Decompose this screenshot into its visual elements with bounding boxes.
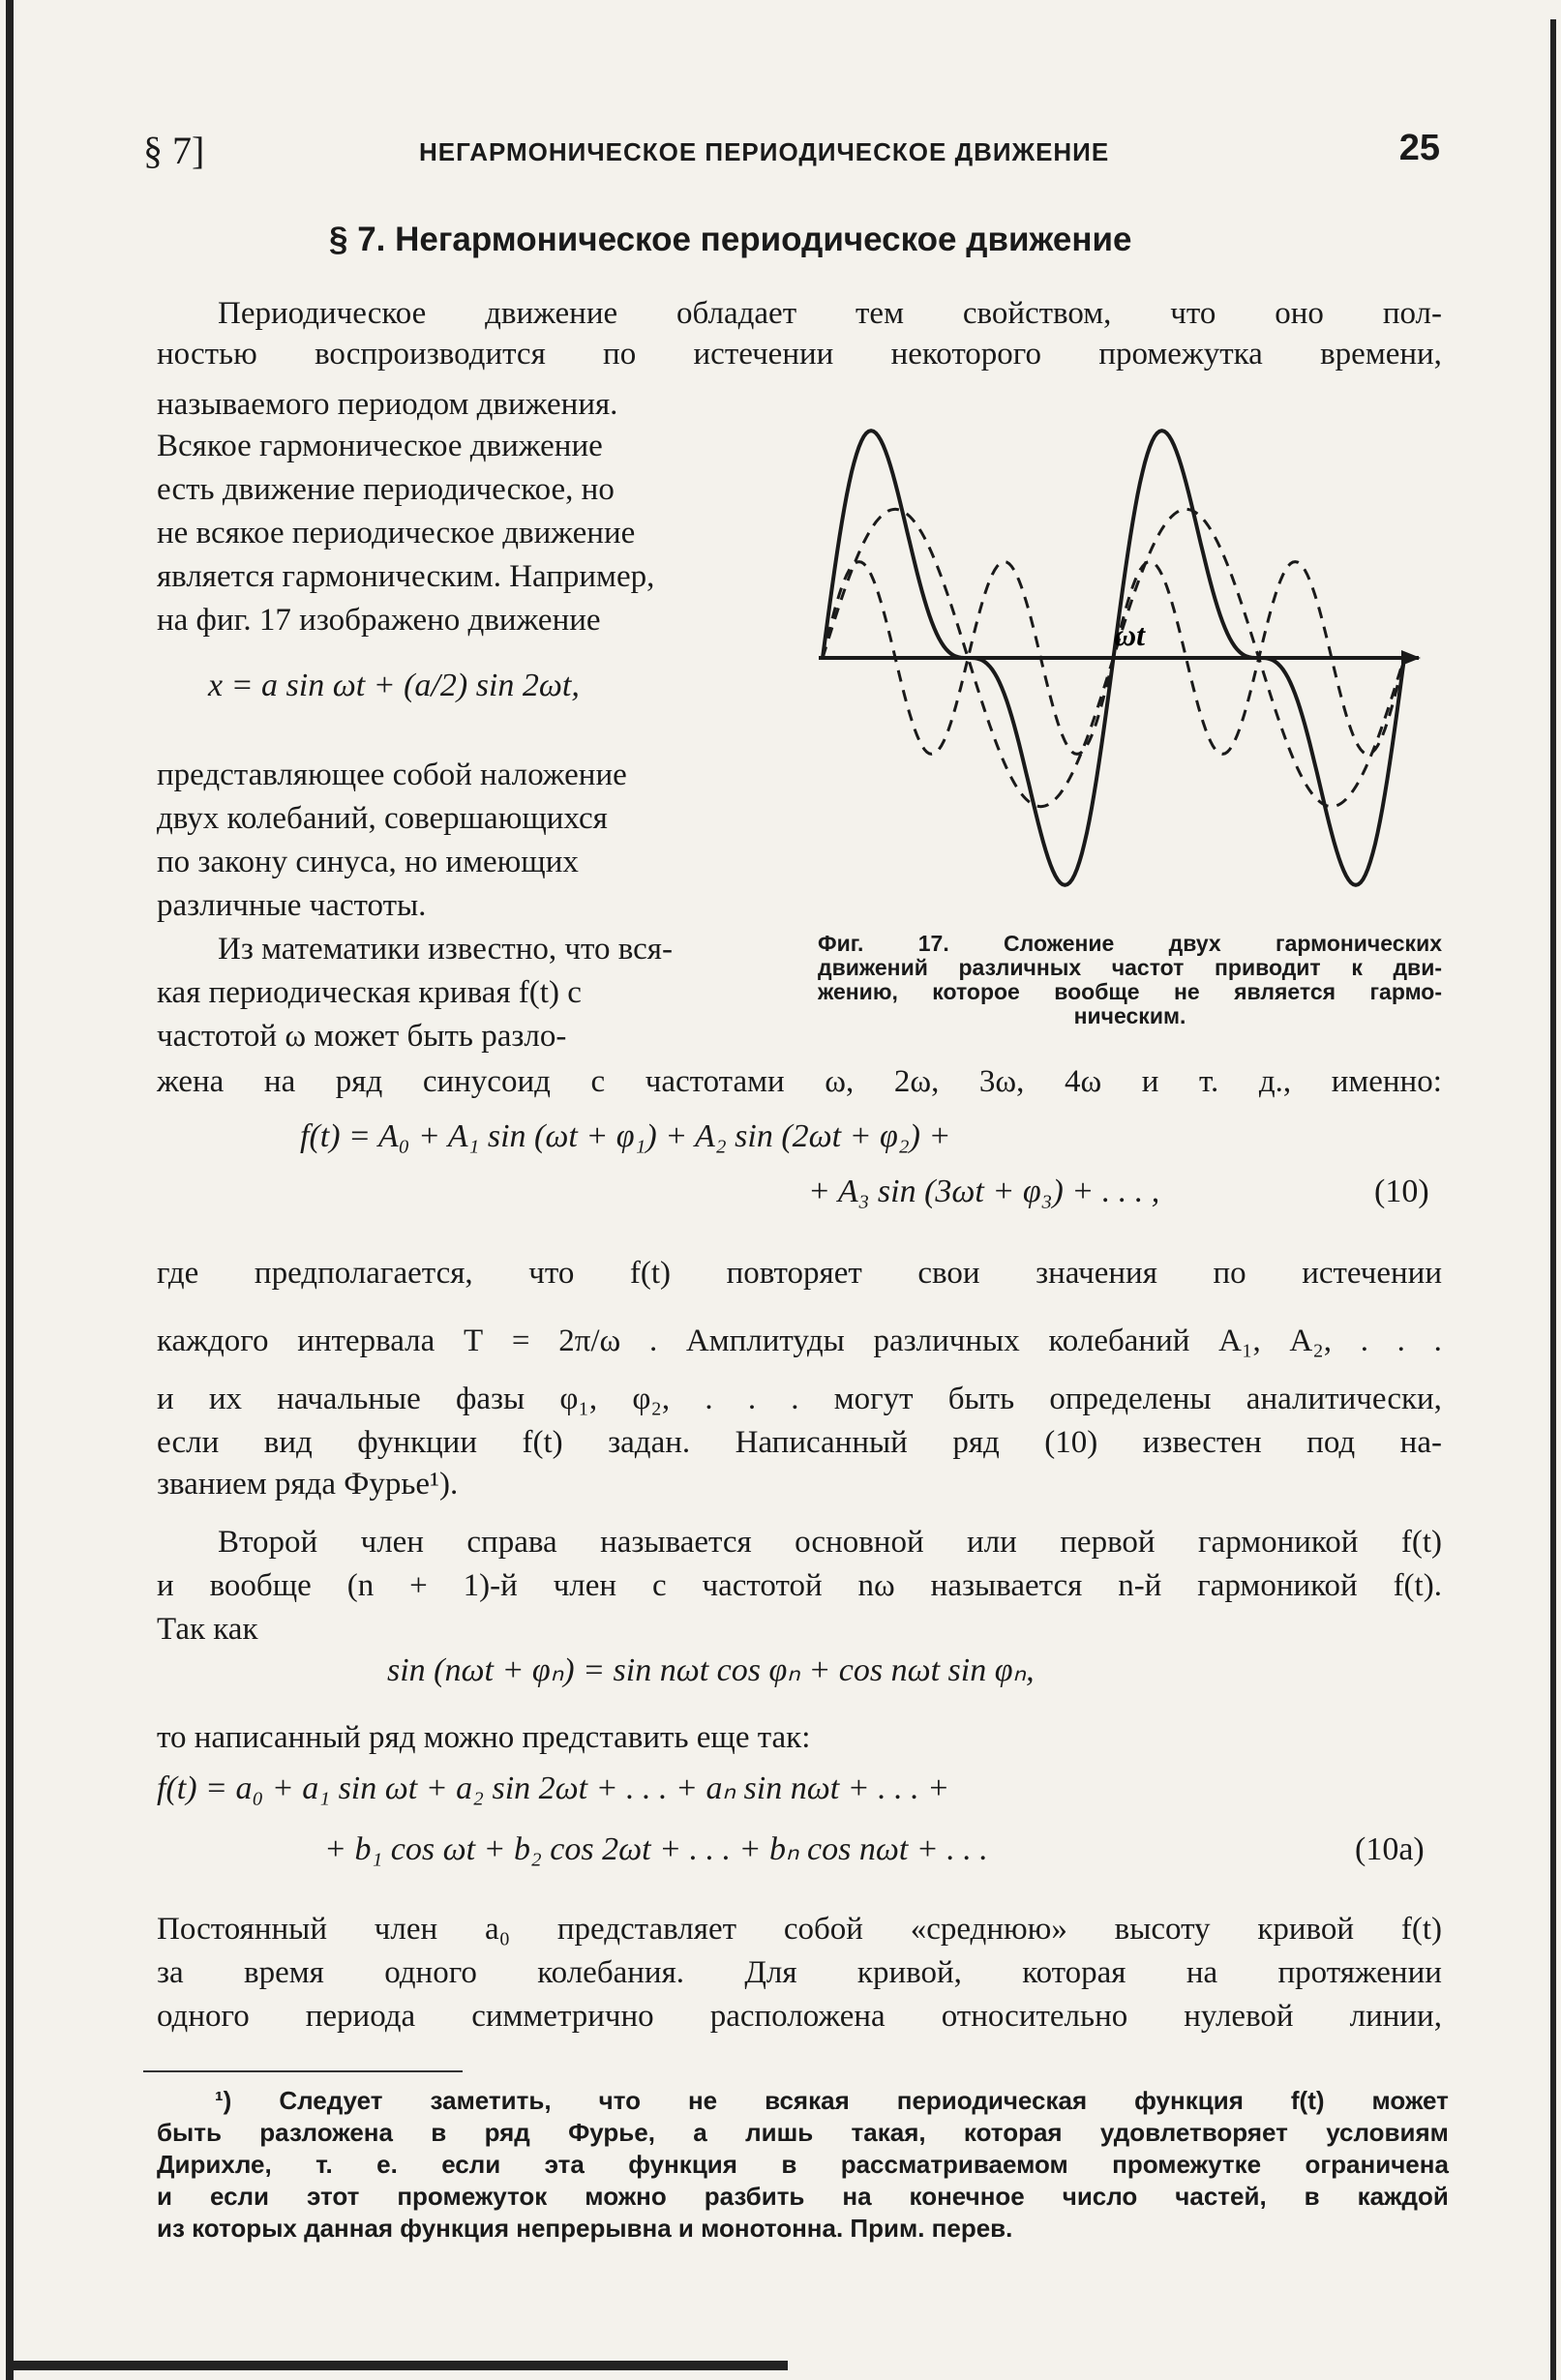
- word: представляет: [556, 1912, 737, 1947]
- word: и: [157, 2182, 172, 2211]
- word: 2ω,: [893, 1064, 940, 1099]
- word: на: [842, 2182, 872, 2211]
- text-line: [157, 1383, 1442, 1415]
- word: (n: [346, 1568, 375, 1603]
- text-line: Так как: [157, 1612, 258, 1647]
- text-line: является гармоническим. Например,: [157, 559, 655, 594]
- word: собой: [783, 1912, 863, 1947]
- text-line: называемого периодом движения.: [157, 387, 618, 422]
- text-line: [157, 1957, 1442, 1989]
- footnote-line: [157, 2120, 1449, 2145]
- word: на-: [1399, 1425, 1442, 1460]
- word: что: [598, 2086, 641, 2115]
- word: вообще: [209, 1568, 312, 1603]
- word: высоту: [1114, 1912, 1211, 1947]
- word: а: [693, 2118, 707, 2147]
- word: и: [157, 1382, 174, 1416]
- word: ряд: [484, 2118, 530, 2147]
- word: ряд: [335, 1064, 383, 1099]
- word: =: [511, 1324, 530, 1358]
- word: гармоникой: [1197, 1568, 1358, 1603]
- word: ностью: [157, 337, 257, 372]
- word: 1)-й: [463, 1568, 518, 1603]
- word: т.: [1199, 1064, 1219, 1099]
- word: f(t): [522, 1425, 563, 1460]
- text-line: Всякое гармоническое движение: [157, 429, 603, 463]
- word: если: [209, 2182, 270, 2211]
- equation-x: x = a sin ωt + (a/2) sin 2ωt,: [208, 668, 580, 703]
- section-heading: § 7. Негармоническое периодическое движение: [329, 221, 1132, 258]
- word: каждой: [1357, 2182, 1449, 2211]
- equation-10a-line2: + b₁ cos ωt + b₂ cos 2ωt + . . . + bₙ cos nωt + . . .: [324, 1831, 988, 1867]
- word: f(t): [1400, 1912, 1442, 1947]
- word: ω,: [825, 1064, 855, 1099]
- word: Написанный: [735, 1425, 908, 1460]
- footnote-line: из которых данная функция непрерывна и монотонна. Прим. перев.: [157, 2214, 1013, 2243]
- word: .: [705, 1382, 713, 1416]
- word: 4ω: [1064, 1064, 1102, 1099]
- word: быть: [157, 2118, 222, 2147]
- word: колебаний: [1048, 1324, 1190, 1358]
- word: частотой: [702, 1568, 823, 1603]
- word: с: [651, 1568, 667, 1603]
- word: е.: [376, 2150, 398, 2179]
- word: Постоянный: [157, 1912, 327, 1947]
- word: член: [360, 1525, 424, 1560]
- word: относительно: [941, 1999, 1128, 2034]
- equation-10-line1: f(t) = A₀ + A₁ sin (ωt + φ₁) + A₂ sin (2ωt + φ₂) +: [300, 1118, 951, 1154]
- text-line: [218, 298, 1442, 330]
- word: A₂,: [1289, 1324, 1332, 1358]
- word: времени,: [1320, 337, 1442, 372]
- word: промежуток: [397, 2182, 548, 2211]
- footnote-line: [157, 2152, 1449, 2177]
- word: удовлетворяет: [1099, 2118, 1288, 2147]
- word: симметрично: [471, 1999, 654, 2034]
- word: т.: [315, 2150, 333, 2179]
- word: Фурье,: [568, 2118, 655, 2147]
- text-line: двух колебаний, совершающихся: [157, 801, 608, 836]
- word: по: [603, 337, 637, 372]
- word: в: [1304, 2182, 1320, 2211]
- word: (10): [1044, 1425, 1098, 1460]
- word: их: [208, 1382, 243, 1416]
- text-line: представляющее собой наложение: [157, 758, 627, 792]
- word: время: [244, 1955, 324, 1990]
- word: всякая: [765, 2086, 850, 2115]
- word: a₀: [484, 1912, 511, 1947]
- word: за: [157, 1955, 184, 1990]
- equation-10-line2: + A₃ sin (3ωt + φ₃) + . . . ,: [808, 1174, 1160, 1209]
- word: функции: [357, 1425, 477, 1460]
- word: нулевой: [1184, 1999, 1294, 2034]
- word: f(t).: [1393, 1568, 1442, 1603]
- word: справа: [466, 1525, 557, 1560]
- text-line: [157, 339, 1442, 371]
- word: на: [263, 1064, 296, 1099]
- word: движение: [485, 296, 618, 331]
- caption-line: жению, которое вообще не является гармо-: [818, 979, 1442, 1004]
- caption-line: ническим.: [1073, 1003, 1186, 1028]
- word: эта: [544, 2150, 585, 2179]
- word: если: [441, 2150, 501, 2179]
- running-head-title: НЕГАРМОНИЧЕСКОЕ ПЕРИОДИЧЕСКОЕ ДВИЖЕНИЕ: [419, 137, 1110, 166]
- running-head: [143, 128, 1440, 186]
- word: лишь: [745, 2118, 814, 2147]
- word: именно:: [1331, 1064, 1442, 1099]
- word: .: [1433, 1324, 1442, 1358]
- word: можно: [585, 2182, 667, 2211]
- word: φ₂,: [632, 1382, 671, 1416]
- caption-line: движений различных частот приводит к дви-: [818, 955, 1442, 980]
- word: 3ω,: [978, 1064, 1025, 1099]
- word: д.,: [1258, 1064, 1292, 1099]
- word: определены: [1049, 1382, 1212, 1416]
- footnote-rule: [143, 2070, 463, 2072]
- word: f(t): [629, 1256, 672, 1291]
- word: функция: [1134, 2086, 1244, 2115]
- word: Периодическое: [218, 296, 427, 331]
- word: истечении: [693, 337, 834, 372]
- word: +: [409, 1568, 428, 1603]
- figure-17: [809, 392, 1428, 934]
- running-head-section: § 7]: [143, 129, 205, 172]
- word: аналитически,: [1246, 1382, 1442, 1416]
- equation-10-number: (10): [1374, 1174, 1429, 1209]
- word: фазы: [455, 1382, 525, 1416]
- text-line: кая периодическая кривая f(t) с: [157, 975, 582, 1010]
- word: частей,: [1175, 2182, 1267, 2211]
- word: повторяет: [726, 1256, 862, 1291]
- word: функция: [628, 2150, 737, 2179]
- word: могут: [833, 1382, 914, 1416]
- word: в: [781, 2150, 797, 2179]
- word: T: [463, 1324, 484, 1358]
- word: на: [1186, 1955, 1218, 1990]
- word: каждого: [157, 1324, 269, 1358]
- word: кривой: [1257, 1912, 1355, 1947]
- word: начальные: [277, 1382, 421, 1416]
- word: заметить,: [430, 2086, 552, 2115]
- word: если: [157, 1425, 220, 1460]
- word: «среднюю»: [910, 1912, 1067, 1947]
- word: линии,: [1349, 1999, 1442, 2034]
- word: ряд: [952, 1425, 1000, 1460]
- word: ограничена: [1305, 2150, 1449, 2179]
- text-line: не всякое периодическое движение: [157, 516, 636, 550]
- word: первой: [1060, 1525, 1156, 1560]
- word: некоторого: [890, 337, 1042, 372]
- word: различных: [873, 1324, 1020, 1358]
- word: и: [157, 1568, 174, 1603]
- word: одного: [384, 1955, 477, 1990]
- word: ¹): [215, 2086, 232, 2115]
- word: или: [967, 1525, 1017, 1560]
- footnote-line: [157, 2184, 1449, 2209]
- word: член: [374, 1912, 438, 1947]
- word: расположена: [709, 1999, 886, 2034]
- scan-edge-left: [6, 0, 14, 2380]
- word: синусоид: [422, 1064, 551, 1099]
- text-line: званием ряда Фурье¹).: [157, 1467, 459, 1502]
- word: Второй: [218, 1525, 318, 1560]
- word: что: [528, 1256, 575, 1291]
- word: быть: [947, 1382, 1015, 1416]
- scan-edge-right: [1550, 19, 1556, 2380]
- word: разложена: [259, 2118, 393, 2147]
- word: тем: [856, 296, 904, 331]
- equation-10a-number: (10a): [1355, 1831, 1425, 1867]
- word: f(t): [1400, 1525, 1442, 1560]
- word: периода: [305, 1999, 416, 2034]
- word: Амплитуды: [685, 1324, 845, 1358]
- word: в: [431, 2118, 447, 2147]
- word: воспроизводится: [315, 337, 546, 372]
- word: .: [791, 1382, 799, 1416]
- word: .: [1396, 1324, 1405, 1358]
- word: одного: [157, 1999, 250, 2034]
- word: известен: [1142, 1425, 1262, 1460]
- text-line: [157, 1914, 1442, 1946]
- word: φ₁,: [559, 1382, 598, 1416]
- word: такая,: [851, 2118, 926, 2147]
- text-line: [157, 1325, 1442, 1357]
- word: разбить: [704, 2182, 805, 2211]
- word: f(t): [1290, 2086, 1325, 2115]
- page-number: 25: [1398, 128, 1440, 168]
- equation-sin: sin (nωt + φₙ) = sin nωt cos φₙ + cos nωt sin φₙ,: [387, 1652, 1035, 1688]
- text-line: по закону синуса, но имеющих: [157, 845, 579, 879]
- word: интервала: [297, 1324, 435, 1358]
- text-line: [157, 1570, 1442, 1602]
- word: называется: [930, 1568, 1083, 1603]
- word: гармоникой: [1198, 1525, 1359, 1560]
- word: частотами: [645, 1064, 785, 1099]
- axis-label-wt: ωt: [1114, 617, 1146, 652]
- word: предполагается,: [254, 1256, 473, 1291]
- word: условиям: [1326, 2118, 1449, 2147]
- text-line: [157, 2001, 1442, 2033]
- word: .: [1360, 1324, 1368, 1358]
- word: рассматриваемом: [840, 2150, 1068, 2179]
- word: A₁,: [1218, 1324, 1261, 1358]
- word: что: [1170, 296, 1216, 331]
- word: n-й: [1118, 1568, 1162, 1603]
- word: не: [687, 2086, 718, 2115]
- word: оно: [1275, 296, 1324, 331]
- text-line: [218, 1527, 1442, 1559]
- word: свойством,: [962, 296, 1112, 331]
- scan-edge-bottom: [14, 2361, 788, 2370]
- word: по: [1213, 1256, 1246, 1291]
- word: член: [553, 1568, 617, 1603]
- word: с: [590, 1064, 606, 1099]
- word: промежутка: [1098, 337, 1263, 372]
- word: промежутке: [1112, 2150, 1262, 2179]
- word: колебания.: [537, 1955, 685, 1990]
- text-line: то написанный ряд можно представить еще так:: [157, 1720, 811, 1755]
- word: которая: [963, 2118, 1063, 2147]
- word: периодическая: [896, 2086, 1088, 2115]
- word: где: [157, 1256, 199, 1291]
- word: .: [648, 1324, 658, 1358]
- text-line: частотой ω может быть разло-: [157, 1019, 567, 1054]
- word: конечное: [909, 2182, 1025, 2211]
- word: nω: [857, 1568, 895, 1603]
- text-line: [157, 1258, 1442, 1290]
- word: Для: [744, 1955, 797, 1990]
- equation-10a-line1: f(t) = a₀ + a₁ sin ωt + a₂ sin 2ωt + . . . + aₙ sin nωt + . . . +: [157, 1770, 950, 1806]
- word: истечении: [1302, 1256, 1442, 1291]
- word: которая: [1022, 1955, 1126, 1990]
- word: может: [1371, 2086, 1449, 2115]
- word: Следует: [279, 2086, 383, 2115]
- text-line: Из математики известно, что вся-: [218, 932, 673, 967]
- figure-caption: [818, 932, 1442, 1028]
- footnote-line: [215, 2088, 1449, 2113]
- word: пол-: [1382, 296, 1442, 331]
- text-line: [157, 1427, 1442, 1459]
- text-line: есть движение периодическое, но: [157, 472, 615, 507]
- word: число: [1062, 2182, 1138, 2211]
- word: называется: [600, 1525, 752, 1560]
- word: значения: [1036, 1256, 1157, 1291]
- word: задан.: [608, 1425, 691, 1460]
- word: свои: [917, 1256, 980, 1291]
- word: кривой,: [856, 1955, 962, 1990]
- caption-line: Фиг. 17. Сложение двух гармонических: [818, 931, 1442, 956]
- word: .: [747, 1382, 757, 1416]
- word: основной: [795, 1525, 924, 1560]
- word: и: [1141, 1064, 1159, 1099]
- word: Дирихле,: [157, 2150, 272, 2179]
- text-line: различные частоты.: [157, 888, 427, 923]
- text-line: [157, 1066, 1442, 1098]
- word: обладает: [676, 296, 797, 331]
- word: 2π/ω: [558, 1324, 621, 1358]
- word: протяжении: [1277, 1955, 1442, 1990]
- word: под: [1306, 1425, 1356, 1460]
- word: этот: [307, 2182, 360, 2211]
- word: жена: [157, 1064, 225, 1099]
- text-line: на фиг. 17 изображено движение: [157, 603, 601, 638]
- word: вид: [263, 1425, 313, 1460]
